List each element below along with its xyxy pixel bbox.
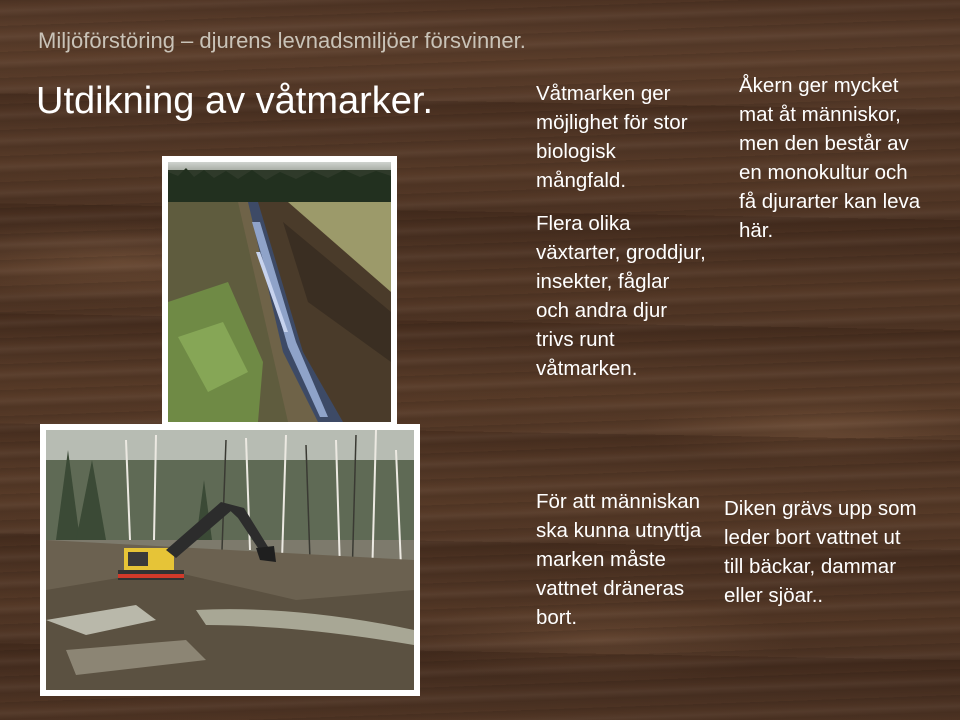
slide-subtitle: Miljöförstöring – djurens levnadsmiljöer försvinner. [38,28,526,53]
drain-text: För att människan ska kunna utnyttja marken måste vattnet dräneras bort. [536,490,702,629]
wetland-text-para1: Våtmarken ger möjlighet för stor biologisk mångfald. [536,82,688,192]
wetland-text [536,79,706,397]
ditch-photo-image [168,162,391,422]
ditch-text: Diken grävs upp som leder bort vattnet ut till bäckar, dammar eller sjöar.. [724,497,917,607]
excavator-photo [40,424,420,696]
excavator-photo-image [46,430,414,690]
ditch-photo [162,156,397,428]
slide-title: Utdikning av våtmarker. [36,80,434,122]
wetland-text-para2: Flera olika växtarter, groddjur, insekter, fåglar och andra djur trivs runt våtmarken. [536,212,706,380]
field-text: Åkern ger mycket mat åt människor, men den består av en monokultur och få djurarter kan leva här. [739,74,921,242]
